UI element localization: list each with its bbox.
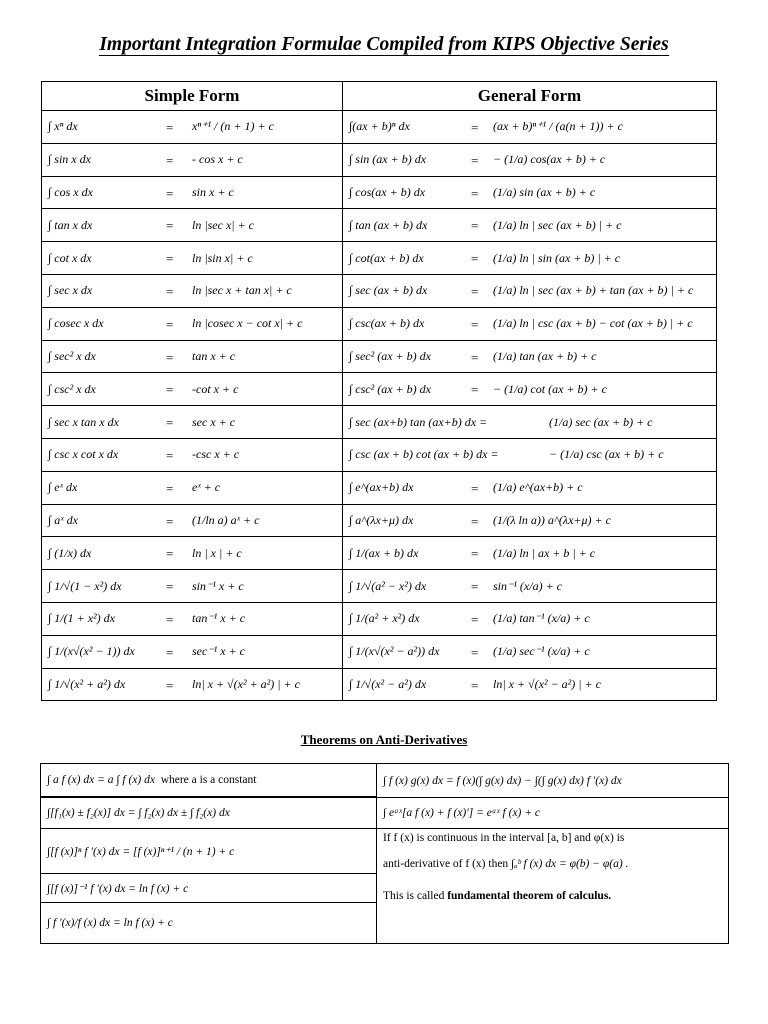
simple-integral: ∫ sin x dx — [48, 152, 91, 167]
general-integral: ∫ sec (ax + b) dx — [349, 283, 428, 298]
general-result: (1/a) e^(ax+b) + c — [493, 480, 583, 495]
equals-sign: = — [166, 546, 174, 562]
simple-form-header: Simple Form — [42, 82, 343, 111]
general-form-cell — [343, 602, 717, 635]
equals-sign: = — [166, 251, 174, 267]
equals-sign: = — [166, 677, 174, 693]
general-result: (1/a) sin (ax + b) + c — [493, 184, 596, 199]
general-integral: ∫ e^(ax+b) dx — [349, 480, 414, 495]
simple-form-cell — [42, 602, 343, 635]
fundamental-theorem-antiderivative: anti-derivative of f (x) then — [383, 858, 509, 870]
equals-sign: = — [471, 218, 479, 234]
theorem-log-rule: ∫[f (x)]⁻¹ f ′(x) dx = ln f (x) + c — [41, 874, 377, 903]
equals-sign: = — [471, 185, 479, 201]
general-form-cell — [343, 209, 717, 242]
formula-row — [42, 143, 717, 176]
simple-form-cell — [42, 307, 343, 340]
formula-row — [42, 340, 717, 373]
simple-result: eˣ + c — [192, 480, 221, 495]
table-header-row — [42, 82, 717, 111]
general-result: (1/a) sec⁻¹ (x/a) + c — [493, 644, 590, 659]
equals-sign: = — [166, 120, 174, 135]
fundamental-theorem-condition: If f (x) is continuous in the interval [a, b] and φ(x) is — [383, 832, 625, 844]
general-integral: ∫ csc (ax + b) cot (ax + b) dx = — [349, 447, 499, 462]
simple-form-cell — [42, 143, 343, 176]
simple-form-cell — [42, 340, 343, 373]
equals-sign: = — [471, 251, 479, 267]
general-integral: ∫ csc(ax + b) dx — [349, 316, 425, 331]
general-form-cell — [343, 438, 717, 471]
theorem-integration-by-parts: ∫ f (x) g(x) dx = f (x)(∫ g(x) dx) − ∫(∫ g(x) dx) f ′(x) dx — [377, 764, 729, 798]
general-integral: ∫ 1/√(a² − x²) dx — [349, 578, 427, 593]
general-result: (1/a) sec (ax + b) + c — [549, 414, 653, 429]
general-form-cell — [343, 373, 717, 406]
theorems-table — [40, 763, 729, 944]
equals-sign: = — [166, 218, 174, 234]
equals-sign: = — [166, 513, 174, 529]
equals-sign: = — [471, 283, 479, 299]
general-form-cell — [343, 635, 717, 668]
general-form-cell — [343, 504, 717, 537]
simple-form-cell — [42, 471, 343, 504]
equals-sign: = — [471, 382, 479, 398]
equals-sign: = — [166, 185, 174, 201]
simple-form-cell — [42, 570, 343, 603]
fundamental-theorem-cell — [377, 829, 729, 944]
general-form-cell — [343, 471, 717, 504]
simple-result: tan x + c — [192, 348, 236, 363]
equals-sign: = — [166, 611, 174, 627]
general-integral: ∫ sin (ax + b) dx — [349, 152, 427, 167]
formula-row — [42, 635, 717, 668]
equals-sign: = — [471, 316, 479, 332]
formula-row — [42, 438, 717, 471]
equals-sign: = — [471, 513, 479, 529]
page-title: Important Integration Formulae Compiled from KIPS Objective Series — [99, 34, 669, 55]
simple-form-cell — [42, 111, 343, 144]
simple-integral: ∫ sec x dx — [48, 283, 93, 298]
general-result: (1/a) tan⁻¹ (x/a) + c — [493, 611, 590, 626]
fundamental-theorem-name: fundamental theorem of calculus. — [447, 890, 612, 902]
simple-result: sin⁻¹ x + c — [192, 578, 244, 593]
general-form-cell — [343, 111, 717, 144]
general-form-header: General Form — [343, 82, 717, 111]
general-integral: ∫(ax + b)ⁿ dx — [349, 119, 410, 134]
simple-form-cell — [42, 406, 343, 439]
simple-integral: ∫ sec² x dx — [48, 348, 96, 363]
general-result: ln| x + √(x² − a²) | + c — [493, 676, 601, 691]
simple-result: -cot x + c — [192, 381, 239, 396]
general-form-cell — [343, 668, 717, 701]
equals-sign: = — [471, 644, 479, 660]
equals-sign: = — [166, 415, 174, 431]
general-integral: ∫ 1/√(x² − a²) dx — [349, 676, 427, 691]
formula-row — [42, 668, 717, 701]
simple-result: ln |sec x| + c — [192, 217, 255, 232]
general-integral: ∫ cot(ax + b) dx — [349, 250, 424, 265]
general-result: − (1/a) csc (ax + b) + c — [549, 447, 664, 462]
general-integral: ∫ csc² (ax + b) dx — [349, 381, 431, 396]
general-form-cell — [343, 406, 717, 439]
formula-row — [42, 602, 717, 635]
simple-form-cell — [42, 209, 343, 242]
formula-row — [42, 176, 717, 209]
general-form-cell — [343, 274, 717, 307]
general-result: (1/a) ln | sin (ax + b) | + c — [493, 250, 621, 265]
general-integral: ∫ 1/(ax + b) dx — [349, 545, 419, 560]
theorem-sum-rule: ∫[f₁(x) ± f₂(x)] dx = ∫ f₂(x) dx ± ∫ f₂(x) dx — [41, 798, 377, 829]
theorem-exponential: ∫ eᵃˣ[a f (x) + f (x)′] = eᵃˣ f (x) + c — [377, 798, 729, 829]
equals-sign: = — [166, 447, 174, 463]
general-form-cell — [343, 537, 717, 570]
simple-result: ln |cosec x − cot x| + c — [192, 316, 303, 331]
general-result: (1/a) ln | csc (ax + b) − cot (ax + b) | + c — [493, 316, 693, 331]
equals-sign: = — [166, 152, 174, 168]
simple-integral: ∫ 1/(x√(x² − 1)) dx — [48, 644, 135, 659]
general-result: (ax + b)ⁿ⁺¹ / (a(n + 1)) + c — [493, 119, 623, 134]
simple-form-cell — [42, 537, 343, 570]
simple-integral: ∫ 1/(1 + x²) dx — [48, 611, 115, 626]
general-integral: ∫ 1/(x√(x² − a²)) dx — [349, 644, 440, 659]
formula-row — [42, 209, 717, 242]
simple-result: ln |sec x + tan x| + c — [192, 283, 292, 298]
general-integral: ∫ sec² (ax + b) dx — [349, 348, 431, 363]
simple-integral: ∫ csc² x dx — [48, 381, 96, 396]
general-form-cell — [343, 143, 717, 176]
simple-form-cell — [42, 274, 343, 307]
simple-form-cell — [42, 438, 343, 471]
simple-integral: ∫ 1/√(1 − x²) dx — [48, 578, 122, 593]
equals-sign: = — [166, 579, 174, 595]
general-result: (1/a) ln | sec (ax + b) + tan (ax + b) | + c — [493, 283, 694, 298]
general-form-cell — [343, 570, 717, 603]
equals-sign: = — [166, 480, 174, 496]
formula-row — [42, 242, 717, 275]
general-result: − (1/a) cos(ax + b) + c — [493, 152, 606, 167]
simple-result: xⁿ⁺¹ / (n + 1) + c — [192, 119, 274, 134]
equals-sign: = — [471, 120, 479, 135]
general-integral: ∫ a^(λx+μ) dx — [349, 512, 414, 527]
formula-row — [42, 111, 717, 144]
theorem-derivative-over-function: ∫ f ′(x)/f (x) dx = ln f (x) + c — [41, 903, 377, 944]
general-integral: ∫ 1/(a² + x²) dx — [349, 611, 420, 626]
formula-row — [42, 504, 717, 537]
formula-row — [42, 570, 717, 603]
equals-sign: = — [471, 677, 479, 693]
general-result: (1/a) ln | ax + b | + c — [493, 545, 596, 560]
equals-sign: = — [166, 644, 174, 660]
simple-integral: ∫ tan x dx — [48, 217, 93, 232]
equals-sign: = — [166, 283, 174, 299]
simple-integral: ∫ aˣ dx — [48, 512, 78, 527]
equals-sign: = — [166, 316, 174, 332]
theorem-constant-multiple: ∫ a f (x) dx = a ∫ f (x) dx where a is a constant — [41, 764, 377, 797]
equals-sign: = — [471, 611, 479, 627]
theorem-power-rule: ∫[f (x)]ⁿ f ′(x) dx = [f (x)]ⁿ⁺¹ / (n + 1) + c — [41, 829, 377, 874]
simple-integral: ∫ cosec x dx — [48, 316, 104, 331]
simple-form-cell — [42, 635, 343, 668]
general-integral: ∫ tan (ax + b) dx — [349, 217, 428, 232]
simple-result: - cos x + c — [192, 152, 243, 167]
general-form-cell — [343, 176, 717, 209]
simple-form-cell — [42, 242, 343, 275]
formula-row — [42, 274, 717, 307]
general-result: (1/(λ ln a)) a^(λx+μ) + c — [493, 512, 611, 527]
theorems-heading: Theorems on Anti-Derivatives — [300, 732, 468, 747]
simple-result: ln |sin x| + c — [192, 250, 253, 265]
simple-integral: ∫ xⁿ dx — [48, 119, 78, 134]
fundamental-theorem-label: This is called — [383, 890, 445, 902]
simple-result: sec⁻¹ x + c — [192, 644, 246, 659]
formula-row — [42, 471, 717, 504]
formula-table — [41, 81, 717, 701]
simple-form-cell — [42, 176, 343, 209]
simple-result: -csc x + c — [192, 447, 240, 462]
general-result: sin⁻¹ (x/a) + c — [493, 578, 563, 593]
formula-row — [42, 537, 717, 570]
general-form-cell — [343, 242, 717, 275]
equals-sign: = — [471, 349, 479, 365]
simple-form-cell — [42, 668, 343, 701]
general-result: (1/a) ln | sec (ax + b) | + c — [493, 217, 622, 232]
equals-sign: = — [166, 382, 174, 398]
equals-sign: = — [471, 480, 479, 496]
simple-form-cell — [42, 373, 343, 406]
simple-result: sin x + c — [192, 184, 234, 199]
simple-result: tan⁻¹ x + c — [192, 611, 246, 626]
formula-row — [42, 406, 717, 439]
simple-result: ln| x + √(x² + a²) | + c — [192, 676, 300, 691]
simple-integral: ∫ cos x dx — [48, 184, 93, 199]
equals-sign: = — [471, 546, 479, 562]
general-result: (1/a) tan (ax + b) + c — [493, 348, 597, 363]
simple-integral: ∫ cot x dx — [48, 250, 92, 265]
general-integral: ∫ cos(ax + b) dx — [349, 184, 426, 199]
general-form-cell — [343, 340, 717, 373]
equals-sign: = — [471, 579, 479, 595]
equals-sign: = — [471, 152, 479, 168]
simple-integral: ∫ (1/x) dx — [48, 545, 92, 560]
general-form-cell — [343, 307, 717, 340]
simple-integral: ∫ sec x tan x dx — [48, 414, 119, 429]
simple-result: ln | x | + c — [192, 545, 242, 560]
general-result: − (1/a) cot (ax + b) + c — [493, 381, 607, 396]
simple-integral: ∫ 1/√(x² + a²) dx — [48, 676, 126, 691]
equals-sign: = — [166, 349, 174, 365]
general-integral: ∫ sec (ax+b) tan (ax+b) dx = — [349, 414, 488, 429]
formula-row — [42, 307, 717, 340]
simple-result: (1/ln a) aˣ + c — [192, 512, 260, 527]
fundamental-theorem-formula: ∫ₐᵇ f (x) dx = φ(b) − φ(a) . — [511, 858, 629, 870]
simple-integral: ∫ eˣ dx — [48, 480, 78, 495]
simple-form-cell — [42, 504, 343, 537]
simple-integral: ∫ csc x cot x dx — [48, 447, 119, 462]
simple-result: sec x + c — [192, 414, 236, 429]
formula-row — [42, 373, 717, 406]
